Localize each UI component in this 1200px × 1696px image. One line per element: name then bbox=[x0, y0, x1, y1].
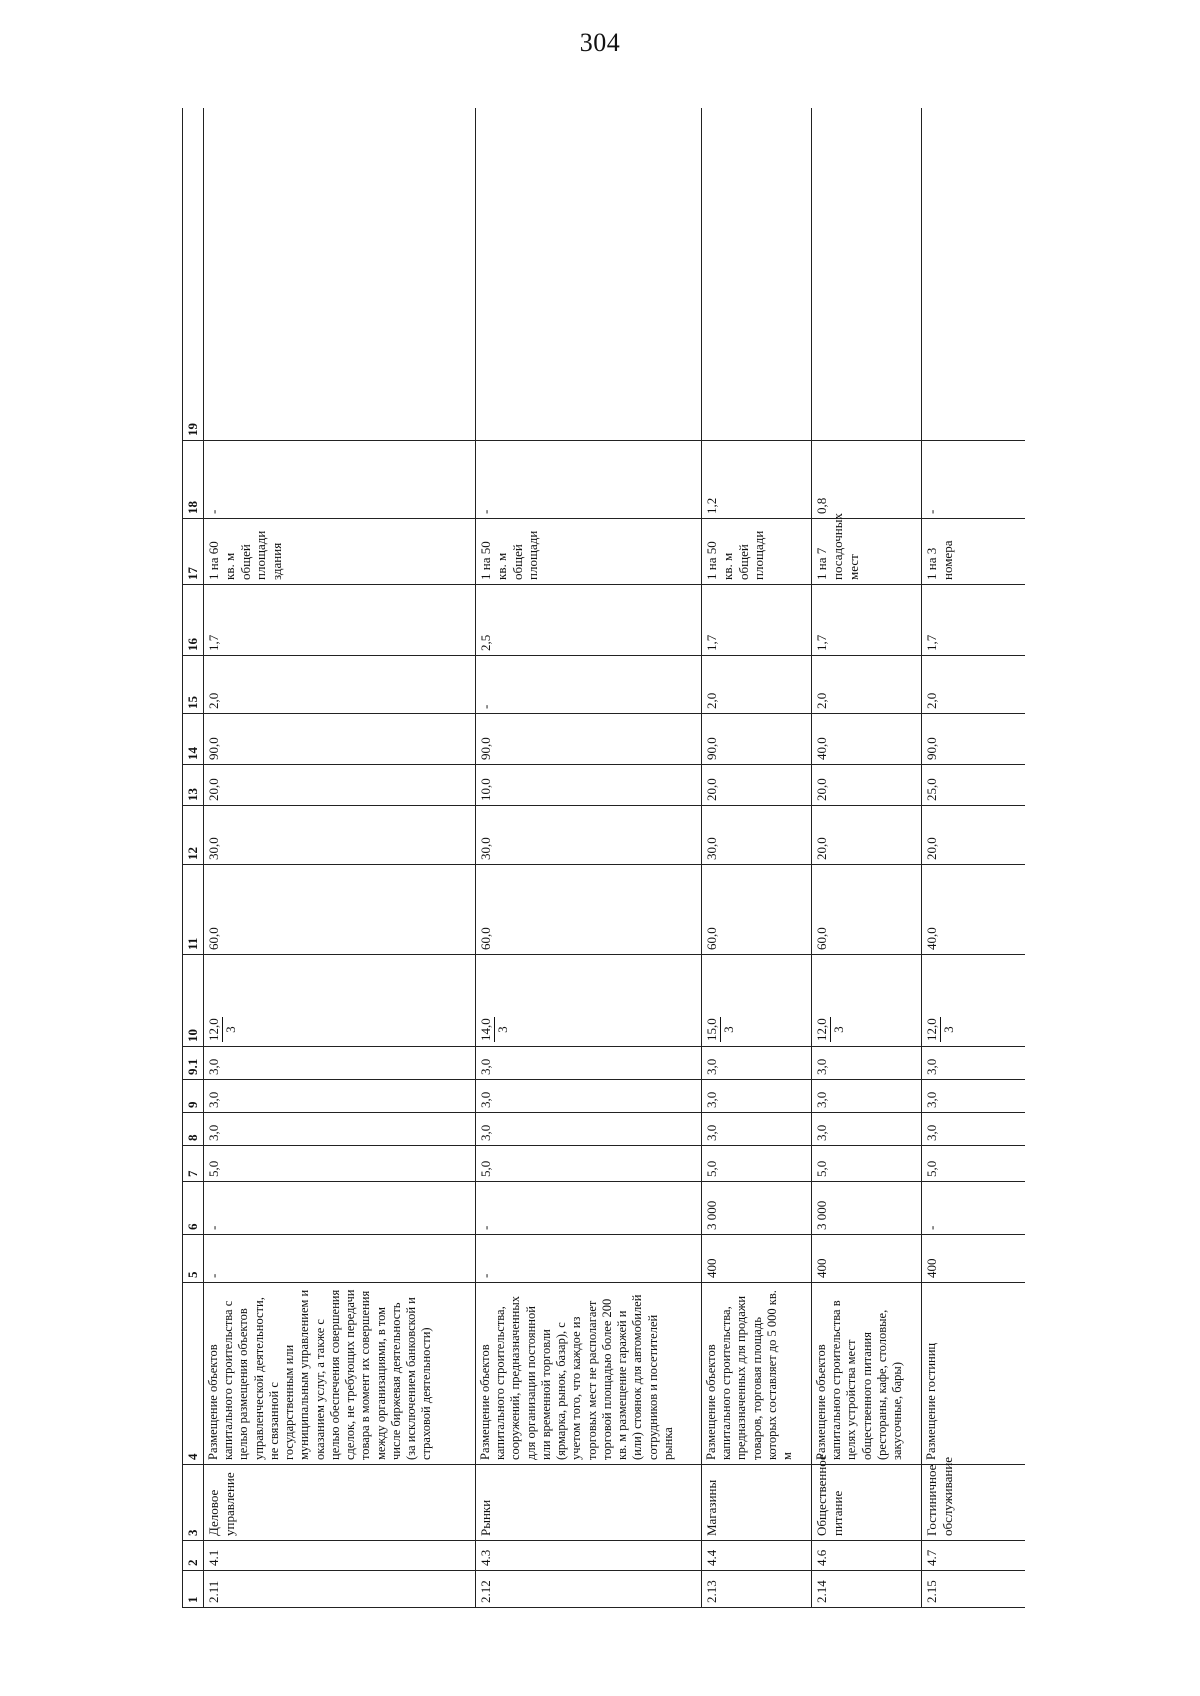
fraction-denominator: 3 bbox=[830, 1026, 846, 1033]
cell-description: Размещение объектов капитального строительства, сооружений, предназначенных для организации постоянной или временной торговли (ярмарка, рынок, базар), с учетом того, что каждое из торговых мест не располагает торговой площадью более 200 кв. м размещение гаражей и (или) стоянок для автомобилей сотрудников и посетителей рынка bbox=[475, 1283, 701, 1465]
cell-c9-1: 3,0 bbox=[475, 1047, 701, 1080]
cell-c8: 3,0 bbox=[811, 1113, 921, 1146]
cell-c18: - bbox=[475, 441, 701, 519]
cell-c6: - bbox=[203, 1182, 475, 1235]
table-row bbox=[701, 108, 811, 1608]
cell-code: 4.6 bbox=[811, 1541, 921, 1571]
cell-code: 4.1 bbox=[203, 1541, 475, 1571]
cell-c16: 1,7 bbox=[811, 585, 921, 656]
cell-c19 bbox=[203, 108, 475, 441]
cell-c13: 20,0 bbox=[811, 765, 921, 806]
fraction bbox=[924, 1017, 957, 1042]
cell-c19 bbox=[921, 108, 1025, 441]
cell-c18: - bbox=[203, 441, 475, 519]
cell-c13: 25,0 bbox=[921, 765, 1025, 806]
rotated-table-container bbox=[182, 108, 1025, 1608]
cell-c11: 60,0 bbox=[811, 865, 921, 955]
col-header: 14 bbox=[183, 714, 204, 765]
cell-c9: 3,0 bbox=[921, 1080, 1025, 1113]
cell-row-number: 2.11 bbox=[203, 1571, 475, 1608]
cell-c18: 0,8 bbox=[811, 441, 921, 519]
cell-c11: 60,0 bbox=[475, 865, 701, 955]
cell-c6: 3 000 bbox=[811, 1182, 921, 1235]
cell-description: Размещение объектов капитального строительства в целях устройства мест общественного питания (рестораны, кафе, столовые, закусочные, бары) bbox=[811, 1283, 921, 1465]
col-header: 17 bbox=[183, 519, 204, 585]
cell-c7: 5,0 bbox=[811, 1146, 921, 1182]
cell-c15: 2,0 bbox=[811, 656, 921, 714]
cell-c16: 1,7 bbox=[203, 585, 475, 656]
zoning-parameters-table bbox=[182, 108, 1025, 1608]
cell-c19 bbox=[811, 108, 921, 441]
cell-c15: - bbox=[475, 656, 701, 714]
cell-c18: 1,2 bbox=[701, 441, 811, 519]
cell-c8: 3,0 bbox=[701, 1113, 811, 1146]
fraction-denominator: 3 bbox=[494, 1026, 510, 1033]
cell-c15: 2,0 bbox=[203, 656, 475, 714]
fraction bbox=[704, 1017, 737, 1042]
fraction-numerator: 14,0 bbox=[477, 1018, 493, 1041]
cell-c12: 20,0 bbox=[811, 806, 921, 865]
cell-row-number: 2.12 bbox=[475, 1571, 701, 1608]
cell-code: 4.7 bbox=[921, 1541, 1025, 1571]
cell-c9-1: 3,0 bbox=[701, 1047, 811, 1080]
cell-c14: 90,0 bbox=[701, 714, 811, 765]
cell-c5: - bbox=[203, 1235, 475, 1283]
cell-c9-1: 3,0 bbox=[203, 1047, 475, 1080]
cell-c16: 1,7 bbox=[921, 585, 1025, 656]
cell-c9: 3,0 bbox=[811, 1080, 921, 1113]
cell-c6: - bbox=[475, 1182, 701, 1235]
cell-c17: 1 на 60 кв. м общей площади здания bbox=[203, 519, 475, 585]
cell-c8: 3,0 bbox=[475, 1113, 701, 1146]
table-row bbox=[203, 108, 475, 1608]
col-header: 15 bbox=[183, 656, 204, 714]
cell-c8: 3,0 bbox=[921, 1113, 1025, 1146]
cell-use-name: Деловое управление bbox=[203, 1465, 475, 1541]
cell-c17: 1 на 3 номера bbox=[921, 519, 1025, 585]
cell-code: 4.4 bbox=[701, 1541, 811, 1571]
cell-c15: 2,0 bbox=[701, 656, 811, 714]
col-header: 13 bbox=[183, 765, 204, 806]
cell-c14: 90,0 bbox=[475, 714, 701, 765]
cell-c10 bbox=[701, 955, 811, 1047]
cell-row-number: 2.15 bbox=[921, 1571, 1025, 1608]
col-header: 2 bbox=[183, 1541, 204, 1571]
fraction bbox=[478, 1017, 511, 1042]
col-header: 5 bbox=[183, 1235, 204, 1283]
cell-c11: 60,0 bbox=[701, 865, 811, 955]
cell-c12: 30,0 bbox=[203, 806, 475, 865]
fraction-numerator: 15,0 bbox=[703, 1018, 719, 1041]
cell-c6: - bbox=[921, 1182, 1025, 1235]
cell-description: Размещение объектов капитального строительства, предназначенных для продажи товаров, торговая площадь которых составляет до 5 000 кв. м bbox=[701, 1283, 811, 1465]
cell-use-name: Рынки bbox=[475, 1465, 701, 1541]
cell-c5: 400 bbox=[701, 1235, 811, 1283]
cell-c8: 3,0 bbox=[203, 1113, 475, 1146]
cell-c13: 10,0 bbox=[475, 765, 701, 806]
cell-c16: 2,5 bbox=[475, 585, 701, 656]
fraction-denominator: 3 bbox=[720, 1026, 736, 1033]
cell-c13: 20,0 bbox=[701, 765, 811, 806]
col-header: 1 bbox=[183, 1571, 204, 1608]
cell-c16: 1,7 bbox=[701, 585, 811, 656]
cell-c17: 1 на 7 посадочных мест bbox=[811, 519, 921, 585]
col-header: 7 bbox=[183, 1146, 204, 1182]
cell-c7: 5,0 bbox=[921, 1146, 1025, 1182]
cell-c7: 5,0 bbox=[203, 1146, 475, 1182]
col-header: 6 bbox=[183, 1182, 204, 1235]
col-header: 18 bbox=[183, 441, 204, 519]
cell-c9: 3,0 bbox=[475, 1080, 701, 1113]
fraction-numerator: 12,0 bbox=[813, 1018, 829, 1041]
cell-c13: 20,0 bbox=[203, 765, 475, 806]
col-header: 11 bbox=[183, 865, 204, 955]
cell-c9-1: 3,0 bbox=[921, 1047, 1025, 1080]
cell-c5: 400 bbox=[921, 1235, 1025, 1283]
cell-description: Размещение гостиниц bbox=[921, 1283, 1025, 1465]
cell-c10 bbox=[475, 955, 701, 1047]
cell-code: 4.3 bbox=[475, 1541, 701, 1571]
table-row bbox=[921, 108, 1025, 1608]
cell-c14: 40,0 bbox=[811, 714, 921, 765]
cell-c14: 90,0 bbox=[921, 714, 1025, 765]
cell-use-name: Гостиничное обслуживание bbox=[921, 1465, 1025, 1541]
cell-use-name: Магазины bbox=[701, 1465, 811, 1541]
col-header: 8 bbox=[183, 1113, 204, 1146]
cell-c19 bbox=[475, 108, 701, 441]
cell-c12: 20,0 bbox=[921, 806, 1025, 865]
page-number: 304 bbox=[579, 28, 621, 57]
cell-c17: 1 на 50 кв. м общей площади bbox=[701, 519, 811, 585]
col-header: 19 bbox=[183, 108, 204, 441]
col-header: 9.1 bbox=[183, 1047, 204, 1080]
col-header: 9 bbox=[183, 1080, 204, 1113]
cell-c12: 30,0 bbox=[475, 806, 701, 865]
cell-c11: 40,0 bbox=[921, 865, 1025, 955]
col-header: 12 bbox=[183, 806, 204, 865]
cell-description: Размещение объектов капитального строительства с целью размещения объектов управленческой деятельности, не связанной с государственным или муниципальным управлением и оказанием услуг, а также с целью обеспечения совершения сделок, не требующих передачи товара в момент их совершения между организациями, в том числе биржевая деятельность (за исключением банковской и страховой деятельности) bbox=[203, 1283, 475, 1465]
table-wrapper bbox=[182, 108, 1025, 1608]
cell-row-number: 2.14 bbox=[811, 1571, 921, 1608]
col-header: 4 bbox=[183, 1283, 204, 1465]
cell-c10 bbox=[811, 955, 921, 1047]
cell-c5: - bbox=[475, 1235, 701, 1283]
cell-c17: 1 на 50 кв. м общей площади bbox=[475, 519, 701, 585]
cell-c15: 2,0 bbox=[921, 656, 1025, 714]
col-header: 10 bbox=[183, 955, 204, 1047]
cell-c9-1: 3,0 bbox=[811, 1047, 921, 1080]
cell-c11: 60,0 bbox=[203, 865, 475, 955]
cell-c18: - bbox=[921, 441, 1025, 519]
col-header: 3 bbox=[183, 1465, 204, 1541]
cell-c14: 90,0 bbox=[203, 714, 475, 765]
cell-c5: 400 bbox=[811, 1235, 921, 1283]
cell-c19 bbox=[701, 108, 811, 441]
fraction-numerator: 12,0 bbox=[923, 1018, 939, 1041]
header-row bbox=[183, 108, 204, 1608]
cell-c6: 3 000 bbox=[701, 1182, 811, 1235]
cell-c12: 30,0 bbox=[701, 806, 811, 865]
col-header: 16 bbox=[183, 585, 204, 656]
fraction-denominator: 3 bbox=[222, 1026, 238, 1033]
table-row bbox=[811, 108, 921, 1608]
cell-use-name: Общественное питание bbox=[811, 1465, 921, 1541]
fraction bbox=[814, 1017, 847, 1042]
fraction-numerator: 12,0 bbox=[205, 1018, 221, 1041]
cell-c10 bbox=[203, 955, 475, 1047]
fraction-denominator: 3 bbox=[940, 1026, 956, 1033]
cell-c9: 3,0 bbox=[701, 1080, 811, 1113]
cell-c7: 5,0 bbox=[475, 1146, 701, 1182]
cell-c9: 3,0 bbox=[203, 1080, 475, 1113]
fraction bbox=[206, 1017, 239, 1042]
cell-c10 bbox=[921, 955, 1025, 1047]
table-row bbox=[475, 108, 701, 1608]
cell-c7: 5,0 bbox=[701, 1146, 811, 1182]
cell-row-number: 2.13 bbox=[701, 1571, 811, 1608]
